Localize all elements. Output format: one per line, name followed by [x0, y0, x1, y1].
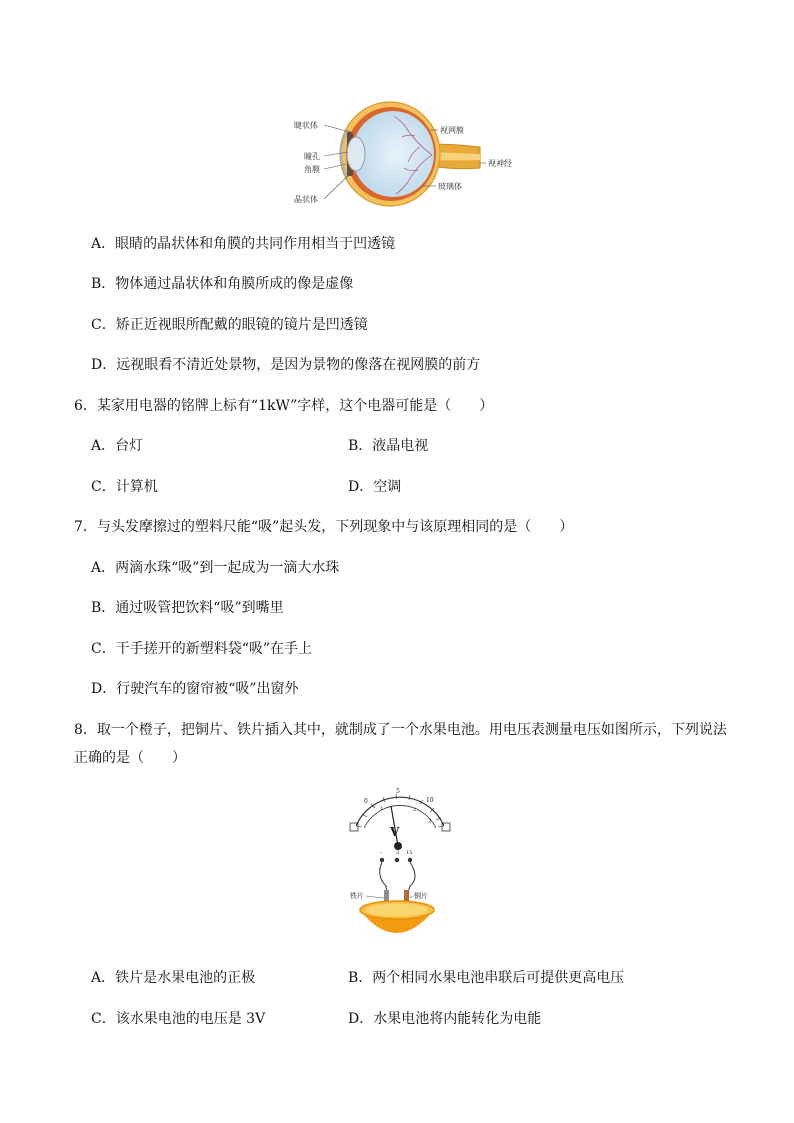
terminal-15: 15	[406, 850, 413, 856]
terminal-dot-3	[408, 858, 412, 862]
q6-stem: 6．某家用电器的铭牌上标有“1kW”字样，这个电器可能是（ ）	[74, 398, 494, 414]
orange-pulp	[366, 904, 428, 917]
label-ciliary: 睫状体	[294, 121, 318, 130]
q8-stem-line2: 正确的是（ ）	[74, 750, 186, 766]
q6-option-d: D．空调	[348, 479, 402, 495]
scale-top-0: 0	[364, 798, 368, 805]
iron-label: 铁片	[350, 892, 364, 900]
meter-arc-inner	[364, 805, 436, 828]
q8-stem-line1: 8．取一个橙子，把铜片、铁片插入其中，就制成了一个水果电池。用电压表测量电压如图所示，下列说法	[74, 722, 727, 738]
terminal-dot-1	[380, 858, 384, 862]
scale-bottom-1: 1	[380, 806, 384, 812]
meter-symbol: V	[390, 825, 400, 839]
q7-option-c: C．干手搓开的新塑料袋“吸”在手上	[91, 641, 313, 657]
scale-bottom-3: 3	[428, 819, 432, 825]
fruit-battery-diagram	[340, 786, 460, 946]
q5-option-a: A．眼睛的晶状体和角膜的共同作用相当于凹透镜	[91, 236, 396, 252]
terminal-minus: -	[380, 849, 383, 856]
q7-stem: 7．与头发摩擦过的塑料尺能“吸”起头发，下列现象中与该原理相同的是（ ）	[74, 519, 574, 535]
q8-option-b: B．两个相同水果电池串联后可提供更高电压	[348, 970, 625, 986]
label-lens: 晶状体	[294, 195, 318, 204]
terminal-3: 3	[396, 850, 400, 856]
q6-option-b: B．液晶电视	[348, 438, 429, 454]
q5-option-c: C．矫正近视眼所配戴的眼镜的镜片是凹透镜	[91, 317, 368, 333]
meter-pivot	[394, 842, 402, 850]
label-vitreous: 玻璃体	[438, 182, 462, 191]
q5-option-b: B．物体通过晶状体和角膜所成的像是虚像	[91, 276, 354, 292]
q6-option-c: C．计算机	[91, 479, 158, 495]
terminal-dot-2	[395, 858, 399, 862]
label-pupil: 瞳孔	[304, 152, 320, 161]
q8-option-c: C．该水果电池的电压是 3V	[91, 1011, 266, 1027]
label-retina: 视网膜	[440, 126, 464, 135]
q6-option-a: A．台灯	[91, 438, 144, 454]
scale-top-5: 5	[396, 788, 400, 795]
q7-option-a: A．两滴水珠“吸”到一起成为一滴大水珠	[91, 560, 340, 576]
q8-option-d: D．水果电池将内能转化为电能	[348, 1011, 542, 1027]
scale-bottom-2: 2	[413, 807, 417, 813]
label-cornea: 角膜	[304, 165, 320, 174]
copper-leader	[409, 896, 413, 898]
q7-option-b: B．通过吸管把饮料“吸”到嘴里	[91, 600, 284, 616]
label-optic-nerve: 视神经	[488, 159, 512, 168]
scale-top-10: 10	[426, 797, 434, 804]
q5-option-d: D．远视眼看不清近处景物，是因为景物的像落在视网膜的前方	[91, 357, 481, 373]
q7-option-d: D．行驶汽车的窗帘被“吸”出窗外	[91, 681, 299, 697]
iron-leader	[366, 896, 384, 898]
eye-diagram	[290, 92, 530, 216]
q8-option-a: A．铁片是水果电池的正极	[91, 970, 256, 986]
copper-label: 铜片	[414, 892, 428, 900]
lens-shape	[347, 137, 365, 171]
